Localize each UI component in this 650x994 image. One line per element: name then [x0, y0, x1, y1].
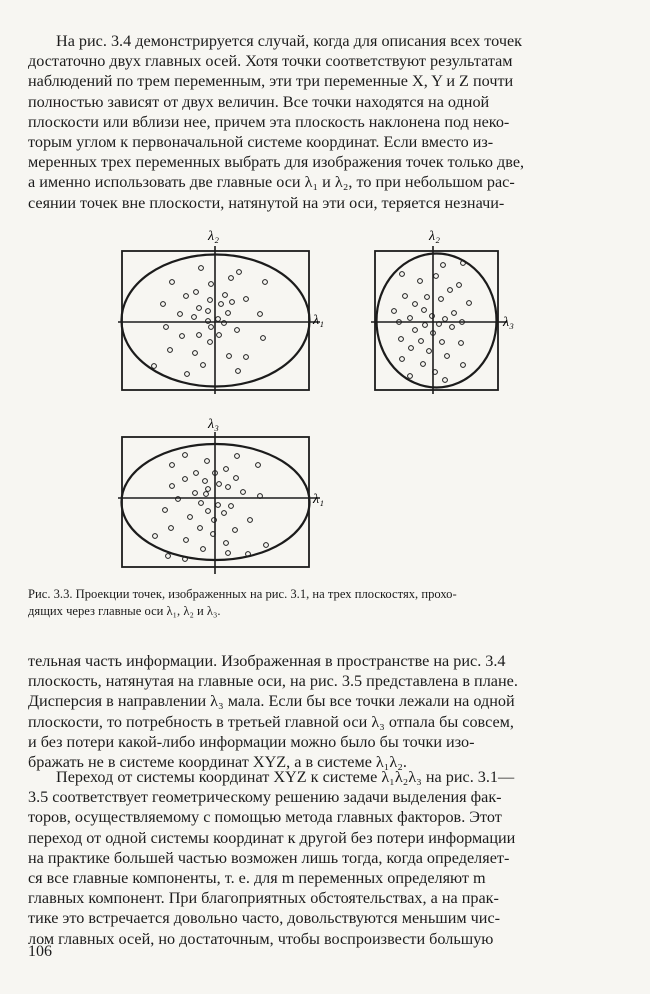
scatter-point [459, 341, 464, 346]
scatter-point [208, 298, 213, 303]
y-axis-label: λ₃ [208, 417, 219, 432]
text-line: а именно использовать две главные оси λ₁ и λ₂, то при небольшом рас- [28, 173, 515, 192]
y-axis-label: λ₂ [429, 229, 440, 244]
scatter-point [434, 274, 439, 279]
text-line: переход от одной системы координат к другой без потери информации [28, 828, 516, 847]
scatter-point [199, 501, 204, 506]
scatter-point [452, 311, 457, 316]
scatter-point [237, 270, 242, 275]
scatter-point [425, 295, 430, 300]
scatter-point [439, 297, 444, 302]
scatter-point [206, 487, 211, 492]
scatter-point [443, 317, 448, 322]
scatter-point [204, 492, 209, 497]
caption-line: дящих через главные оси λ₁, λ₂ и λ₃. [28, 604, 221, 618]
paragraph-1 [28, 31, 602, 213]
scatter-point [256, 463, 261, 468]
page-number: 106 [28, 943, 52, 960]
scatter-point [224, 467, 229, 472]
scatter-point [229, 504, 234, 509]
scatter-point [164, 325, 169, 330]
scatter-point [421, 362, 426, 367]
scatter-point [461, 363, 466, 368]
text-line: Переход от системы координат XYZ к системе λ₁λ₂λ₃ на рис. 3.1— [56, 768, 515, 786]
scatter-point [392, 309, 397, 314]
scatter-point [241, 490, 246, 495]
text-line: торов, осуществляемому с помощью метода главных факторов. Этот [28, 808, 502, 827]
scatter-point [219, 302, 224, 307]
figure-lambda3-lambda2 [365, 226, 535, 396]
text-line: тельная часть информации. Изображенная в пространстве на рис. 3.4 [28, 652, 506, 670]
scatter-point [209, 282, 214, 287]
scatter-point [170, 463, 175, 468]
scatter-point [168, 348, 173, 353]
scatter-point [445, 354, 450, 359]
scatter-point [169, 526, 174, 531]
scatter-point [217, 482, 222, 487]
text-line: наблюдений по трем переменным, эти три переменные X, Y и Z почти [28, 72, 514, 91]
x-axis-label: λ₁ [313, 492, 324, 507]
scatter-point [199, 266, 204, 271]
scatter-point [152, 364, 157, 369]
figure-caption [28, 586, 602, 620]
scatter-point [441, 263, 446, 268]
text-line: бражать не в системе координат XYZ, а в системе λ₁λ₂. [28, 753, 407, 772]
scatter-point [209, 325, 214, 330]
scatter-point [400, 357, 405, 362]
scatter-point [423, 323, 428, 328]
figure-lambda1-lambda2 [108, 226, 338, 396]
scatter-point [208, 340, 213, 345]
paragraph-2 [28, 651, 602, 772]
scatter-point [192, 315, 197, 320]
figure-lambda1-lambda3 [108, 414, 338, 574]
scatter-point [443, 378, 448, 383]
scatter-point [198, 526, 203, 531]
scatter-point [413, 328, 418, 333]
scatter-point [235, 454, 240, 459]
text-line: На рис. 3.4 демонстрируется случай, когда для описания всех точек [56, 32, 523, 50]
scatter-point [227, 354, 232, 359]
text-line: главных компонент. При благоприятных обстоятельствах, а на прак- [28, 889, 499, 908]
text-line: достаточно двух главных осей. Хотя точки соответствуют результатам [28, 52, 513, 71]
scatter-point [233, 528, 238, 533]
scatter-point [235, 328, 240, 333]
x-axis-label: λ₃ [503, 315, 514, 330]
scatter-point [440, 340, 445, 345]
scatter-point [193, 351, 198, 356]
scatter-point [408, 316, 413, 321]
paragraph-3 [28, 767, 602, 949]
text-line: лом главных осей, но достаточным, чтобы воспроизвести большую [28, 929, 494, 948]
scatter-point [163, 508, 168, 513]
scatter-point [222, 511, 227, 516]
scatter-point [180, 334, 185, 339]
x-axis-label: λ₁ [313, 313, 324, 328]
scatter-point [183, 453, 188, 458]
scatter-point [205, 459, 210, 464]
scatter-point [418, 279, 423, 284]
scatter-point [229, 276, 234, 281]
scatter-point [197, 333, 202, 338]
scatter-point [184, 294, 189, 299]
scatter-point [224, 541, 229, 546]
scatter-point [217, 333, 222, 338]
text-line: полностью зависят от двух величин. Все точки находятся на одной [28, 92, 490, 111]
scatter-points [152, 266, 268, 377]
caption-line: Рис. 3.3. Проекции точек, изображенных на рис. 3.1, на трех плоскостях, прохо- [28, 587, 457, 601]
text-line: тике это встречается довольно часто, довольствуются меньшим чис- [28, 909, 501, 928]
text-line: сеянии точек вне плоскости, натянутой на эти оси, теряется незначи- [28, 193, 505, 212]
scatter-point [263, 280, 268, 285]
scatter-point [185, 372, 190, 377]
scatter-point [203, 479, 208, 484]
scatter-point [403, 294, 408, 299]
scatter-point [206, 509, 211, 514]
scatter-point [184, 538, 189, 543]
scatter-point [413, 302, 418, 307]
scatter-point [188, 515, 193, 520]
scatter-point [226, 551, 231, 556]
scatter-point [450, 325, 455, 330]
scatter-point [183, 477, 188, 482]
text-line: торым углом к первоначальной системе координат. Если вместо из- [28, 133, 494, 152]
scatter-point [170, 280, 175, 285]
text-line: плоскости, то потребность в третьей главной оси λ₃ отпала бы совсем, [28, 712, 514, 731]
scatter-point [226, 485, 231, 490]
scatter-point [178, 312, 183, 317]
scatter-point [223, 293, 228, 298]
scatter-point [161, 302, 166, 307]
scatter-point [457, 283, 462, 288]
scatter-point [409, 346, 414, 351]
scatter-point [234, 476, 239, 481]
scatter-point [201, 363, 206, 368]
text-line: плоскость, натянутая на главные оси, на рис. 3.5 представлена в плане. [28, 672, 518, 691]
scatter-point [236, 369, 241, 374]
scatter-point [194, 471, 199, 476]
y-axis-label: λ₂ [208, 229, 219, 244]
text-line: и без потери какой-либо информации можно было бы точки изо- [28, 732, 475, 751]
text-line: плоскости или вблизи нее, причем эта плоскость наклонена под неко- [28, 112, 510, 131]
scatter-point [244, 297, 249, 302]
scatter-point [230, 300, 235, 305]
scatter-point [422, 308, 427, 313]
scatter-point [258, 312, 263, 317]
scatter-point [206, 309, 211, 314]
scatter-point [193, 491, 198, 496]
scatter-point [467, 301, 472, 306]
text-line: на практике большей частью возможен лишь тогда, когда определяет- [28, 848, 510, 867]
scatter-point [226, 311, 231, 316]
scatter-point [216, 503, 221, 508]
text-line: ся все главные компоненты, т. е. для m переменных определяют m [28, 869, 486, 888]
scatter-point [399, 337, 404, 342]
scatter-point [264, 543, 269, 548]
text-line: 3.5 соответствует геометрическому решению задачи выделения фак- [28, 788, 502, 807]
scatter-point [153, 534, 158, 539]
scatter-point [427, 349, 432, 354]
scatter-point [248, 518, 253, 523]
scatter-point [170, 484, 175, 489]
scatter-point [201, 547, 206, 552]
scatter-points [153, 453, 269, 562]
scatter-point [408, 374, 413, 379]
scatter-point [419, 339, 424, 344]
scatter-point [400, 272, 405, 277]
text-line: меренных трех переменных выбрать для изображения точек только две, [28, 153, 525, 172]
scatter-point [194, 290, 199, 295]
scatter-point [216, 317, 221, 322]
scatter-point [244, 355, 249, 360]
text-line: Дисперсия в направлении λ₃ мала. Если бы все точки лежали на одной [28, 692, 515, 711]
scatter-point [261, 336, 266, 341]
scatter-point [448, 288, 453, 293]
scatter-point [166, 554, 171, 559]
frame [375, 251, 498, 390]
scatter-point [197, 306, 202, 311]
